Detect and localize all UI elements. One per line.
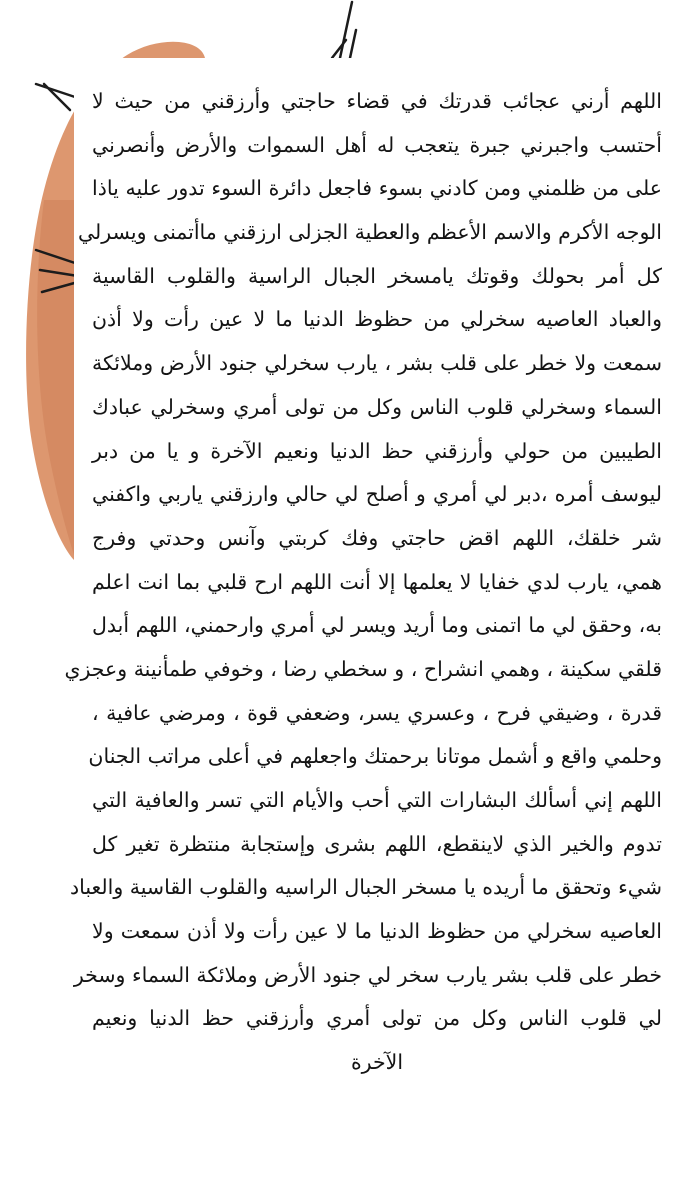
sketch-stroke-top-2 bbox=[350, 30, 356, 58]
text-line: وحلمي واقع و أشمل موتانا برحمتك واجعلهم في أعلى مراتب الجنان bbox=[88, 744, 662, 769]
text-line: لي قلوب الناس وكل من تولى أمري وأرزقني حظ الدنيا ونعيم bbox=[92, 1006, 662, 1031]
text-line: به، وحقق لي ما اتمنى وما أريد ويسر لي أمري وارحمني، اللهم أبدل bbox=[92, 613, 662, 638]
text-line: قلقي سكينة ، وهمي انشراح ، و سخطي رضا ، وخوفي طمأنينة وعجزي bbox=[64, 656, 662, 681]
text-line: اللهم أرني عجائب قدرتك في قضاء حاجتي وأرزقني من حيث لا bbox=[92, 89, 662, 113]
text-line: كل أمر بحولك وقوتك يامسخر الجبال الراسية والقلوب القاسية bbox=[92, 263, 662, 288]
text-line-final: الآخرة bbox=[350, 1050, 404, 1075]
text-line: تدوم والخير الذي لاينقطع، اللهم بشرى وإستجابة منتظرة تغير كل bbox=[92, 831, 662, 856]
text-line: العاصيه سخرلي من حظوظ الدنيا ما لا عين رأت ولا أذن سمعت ولا bbox=[92, 919, 662, 944]
text-line: خطر على قلب بشر يارب سخر لي جنود الأرض وملائكة السماء وسخر bbox=[73, 962, 662, 987]
text-line: شر خلقك، اللهم اقض حاجتي وفك كربتي وآنس وحدتي وفرج bbox=[92, 525, 662, 550]
text-line: على من ظلمني ومن كادني بسوء فاجعل دائرة السوء تدور عليه ياذا bbox=[92, 176, 662, 201]
text-line: اللهم إني أسألك البشارات التي أحب والأيام التي تسر والعافية التي bbox=[92, 788, 662, 812]
text-line: سمعت ولا خطر على قلب بشر ، يارب سخرلي جنود الأرض وملائكة bbox=[92, 351, 662, 376]
text-line: الطيبين من حولي وأرزقني حظ الدنيا ونعيم الآخرة و يا من دبر bbox=[92, 438, 662, 463]
sketch-stroke-left-2 bbox=[44, 84, 70, 110]
sketch-stroke-top-3 bbox=[332, 40, 346, 58]
prayer-text bbox=[64, 80, 662, 1085]
text-line: الوجه الأكرم والاسم الأعظم والعطية الجزلى ارزقني ماأتمنى ويسرلي bbox=[77, 220, 662, 245]
text-line: السماء وسخرلي قلوب الناس وكل من تولى أمري وسخرلي عبادك bbox=[92, 394, 662, 419]
text-line: ليوسف أمره ،دبر لي أمري و أصلح لي حالي وارزقني ياربي واكفني bbox=[92, 482, 662, 507]
text-line: أحتسب واجبرني جبرة يتعجب له أهل السموات والأرض وأنصرني bbox=[92, 132, 662, 157]
text-line: والعباد العاصيه سخرلي من حظوظ الدنيا ما لا عين رأت ولا أذن bbox=[92, 307, 662, 332]
text-line: شيء وتحقق ما أريده يا مسخر الجبال الراسيه والقلوب القاسية والعباد bbox=[69, 875, 662, 900]
text-line: همي، يارب لدي خفايا لا يعلمها إلا أنت اللهم ارح قلبي بما انت اعلم bbox=[92, 569, 662, 594]
text-line: قدرة ، وضيقي فرح ، وعسري يسر، وضعفي قوة ، ومرضي عافية ، bbox=[92, 700, 662, 725]
sketch-stroke-top bbox=[340, 2, 352, 58]
